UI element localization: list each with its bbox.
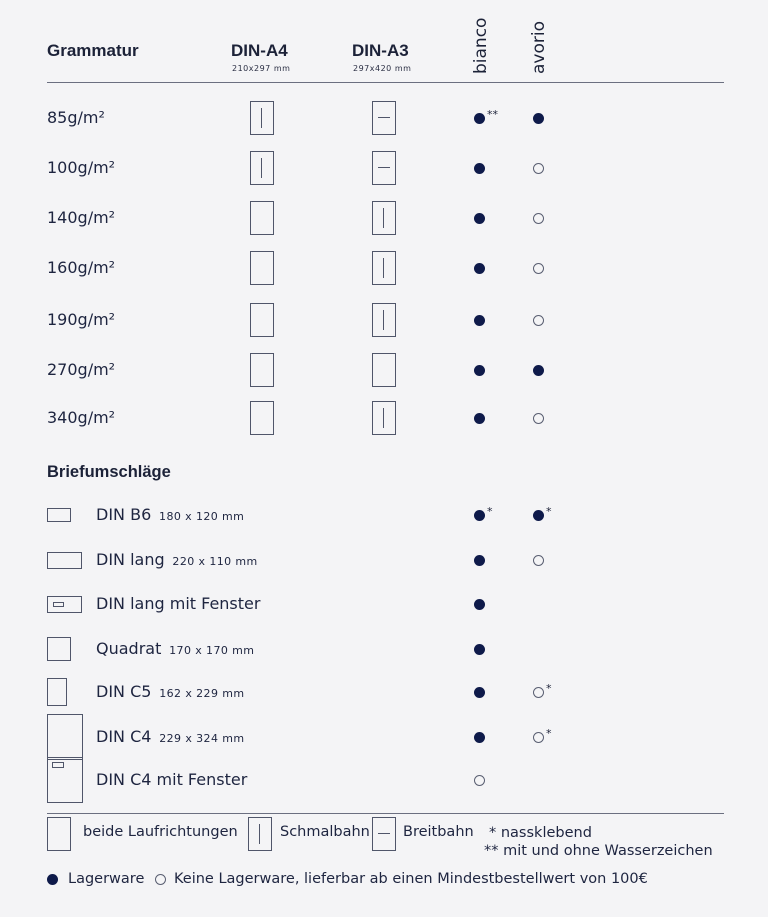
legend-schmal: Schmalbahn [280,824,370,840]
envelope-name: DIN lang [96,550,165,569]
bianco-ring-icon [474,775,485,786]
schmalbahn-line [383,208,384,228]
weight-label: 140g/m² [47,208,116,227]
header-grammatur: Grammatur [47,41,139,60]
breitbahn-icon [372,151,396,185]
bianco-dot-icon [474,413,485,424]
weight-label: 160g/m² [47,258,116,277]
legend-note1: * nassklebend [489,825,592,841]
bianco-dot-icon [474,555,485,566]
avorio-dot-icon [533,365,544,376]
avorio-ring-icon [533,213,544,224]
envelope-size: 220 x 110 mm [164,555,258,568]
envelope-label [96,682,244,701]
envelope-label [96,770,247,789]
beide-icon [372,353,396,387]
footer-divider [47,813,724,814]
legend-note2: ** mit und ohne Wasserzeichen [484,843,713,859]
beide-icon [250,251,274,285]
header-a4: DIN-A4 [231,41,288,60]
bianco-dot-icon [474,315,485,326]
envelope-icon [47,714,83,760]
envelope-window [52,762,64,768]
schmalbahn-icon [372,251,396,285]
beide-icon [250,353,274,387]
legend-keine: Keine Lagerware, lieferbar ab einen Mindestbestellwert von 100€ [174,871,648,887]
envelope-icon [47,678,67,706]
schmalbahn-line [261,108,262,128]
bianco-dot-icon [474,213,485,224]
schmalbahn-line [383,258,384,278]
envelope-icon [47,552,82,569]
envelope-name: DIN C5 [96,682,152,701]
schmalbahn-icon [372,201,396,235]
avorio-ring-icon [533,163,544,174]
avorio-note: * [546,682,552,695]
bianco-note: ** [487,108,498,121]
schmalbahn-icon [250,151,274,185]
legend-lager: Lagerware [68,871,145,887]
avorio-dot-icon [533,113,544,124]
envelope-name: DIN B6 [96,505,152,524]
envelope-name: DIN lang mit Fenster [96,594,261,613]
header-a3-size: 297x420 mm [353,64,412,73]
envelope-name: DIN C4 mit Fenster [96,770,248,789]
envelope-size: 180 x 120 mm [151,510,245,523]
weight-label: 100g/m² [47,158,116,177]
header-bianco: bianco [471,17,491,74]
avorio-ring-icon [533,687,544,698]
schmalbahn-line [261,158,262,178]
header-a4-size: 210x297 mm [232,64,291,73]
bianco-dot-icon [474,510,485,521]
avorio-ring-icon [533,263,544,274]
envelope-name: Quadrat [96,639,162,658]
beide-icon [47,817,71,851]
bianco-dot-icon [474,687,485,698]
breitbahn-line [378,167,390,168]
bianco-dot-icon [474,599,485,610]
schmalbahn-icon [250,101,274,135]
weight-label: 270g/m² [47,360,116,379]
envelope-size: 170 x 170 mm [161,644,255,657]
header-avorio: avorio [529,21,549,74]
beide-icon [250,401,274,435]
bianco-dot-icon [474,263,485,274]
envelope-icon [47,757,83,803]
envelope-window [53,602,64,607]
envelope-size: 162 x 229 mm [151,687,245,700]
schmalbahn-icon [372,401,396,435]
legend-beide: beide Laufrichtungen [83,824,238,840]
envelope-icon [47,508,71,522]
lagerware-dot-icon [47,874,58,885]
envelopes-title: Briefumschläge [47,463,171,481]
avorio-ring-icon [533,555,544,566]
envelope-size: 229 x 324 mm [151,732,245,745]
weight-label: 85g/m² [47,108,105,127]
envelope-label [96,639,254,658]
weight-label: 340g/m² [47,408,116,427]
schmalbahn-icon [248,817,272,851]
keine-lagerware-ring-icon [155,874,166,885]
avorio-note: * [546,727,552,740]
envelope-icon [47,596,82,613]
bianco-dot-icon [474,732,485,743]
schmalbahn-line [383,408,384,428]
envelope-label [96,550,258,569]
breitbahn-icon [372,817,396,851]
envelope-label [96,505,244,524]
bianco-dot-icon [474,365,485,376]
avorio-dot-icon [533,510,544,521]
header-a3: DIN-A3 [352,41,409,60]
header-divider [47,82,724,83]
envelope-label [96,727,244,746]
beide-icon [250,201,274,235]
schmalbahn-line [383,310,384,330]
bianco-dot-icon [474,113,485,124]
avorio-note: * [546,505,552,518]
bianco-dot-icon [474,644,485,655]
envelope-name: DIN C4 [96,727,152,746]
avorio-ring-icon [533,315,544,326]
beide-icon [250,303,274,337]
envelope-label [96,594,260,613]
breitbahn-line [378,117,390,118]
avorio-ring-icon [533,413,544,424]
avorio-ring-icon [533,732,544,743]
breitbahn-icon [372,101,396,135]
schmalbahn-icon [372,303,396,337]
weight-label: 190g/m² [47,310,116,329]
envelope-icon [47,637,71,661]
bianco-note: * [487,505,493,518]
legend-breit: Breitbahn [403,824,474,840]
bianco-dot-icon [474,163,485,174]
